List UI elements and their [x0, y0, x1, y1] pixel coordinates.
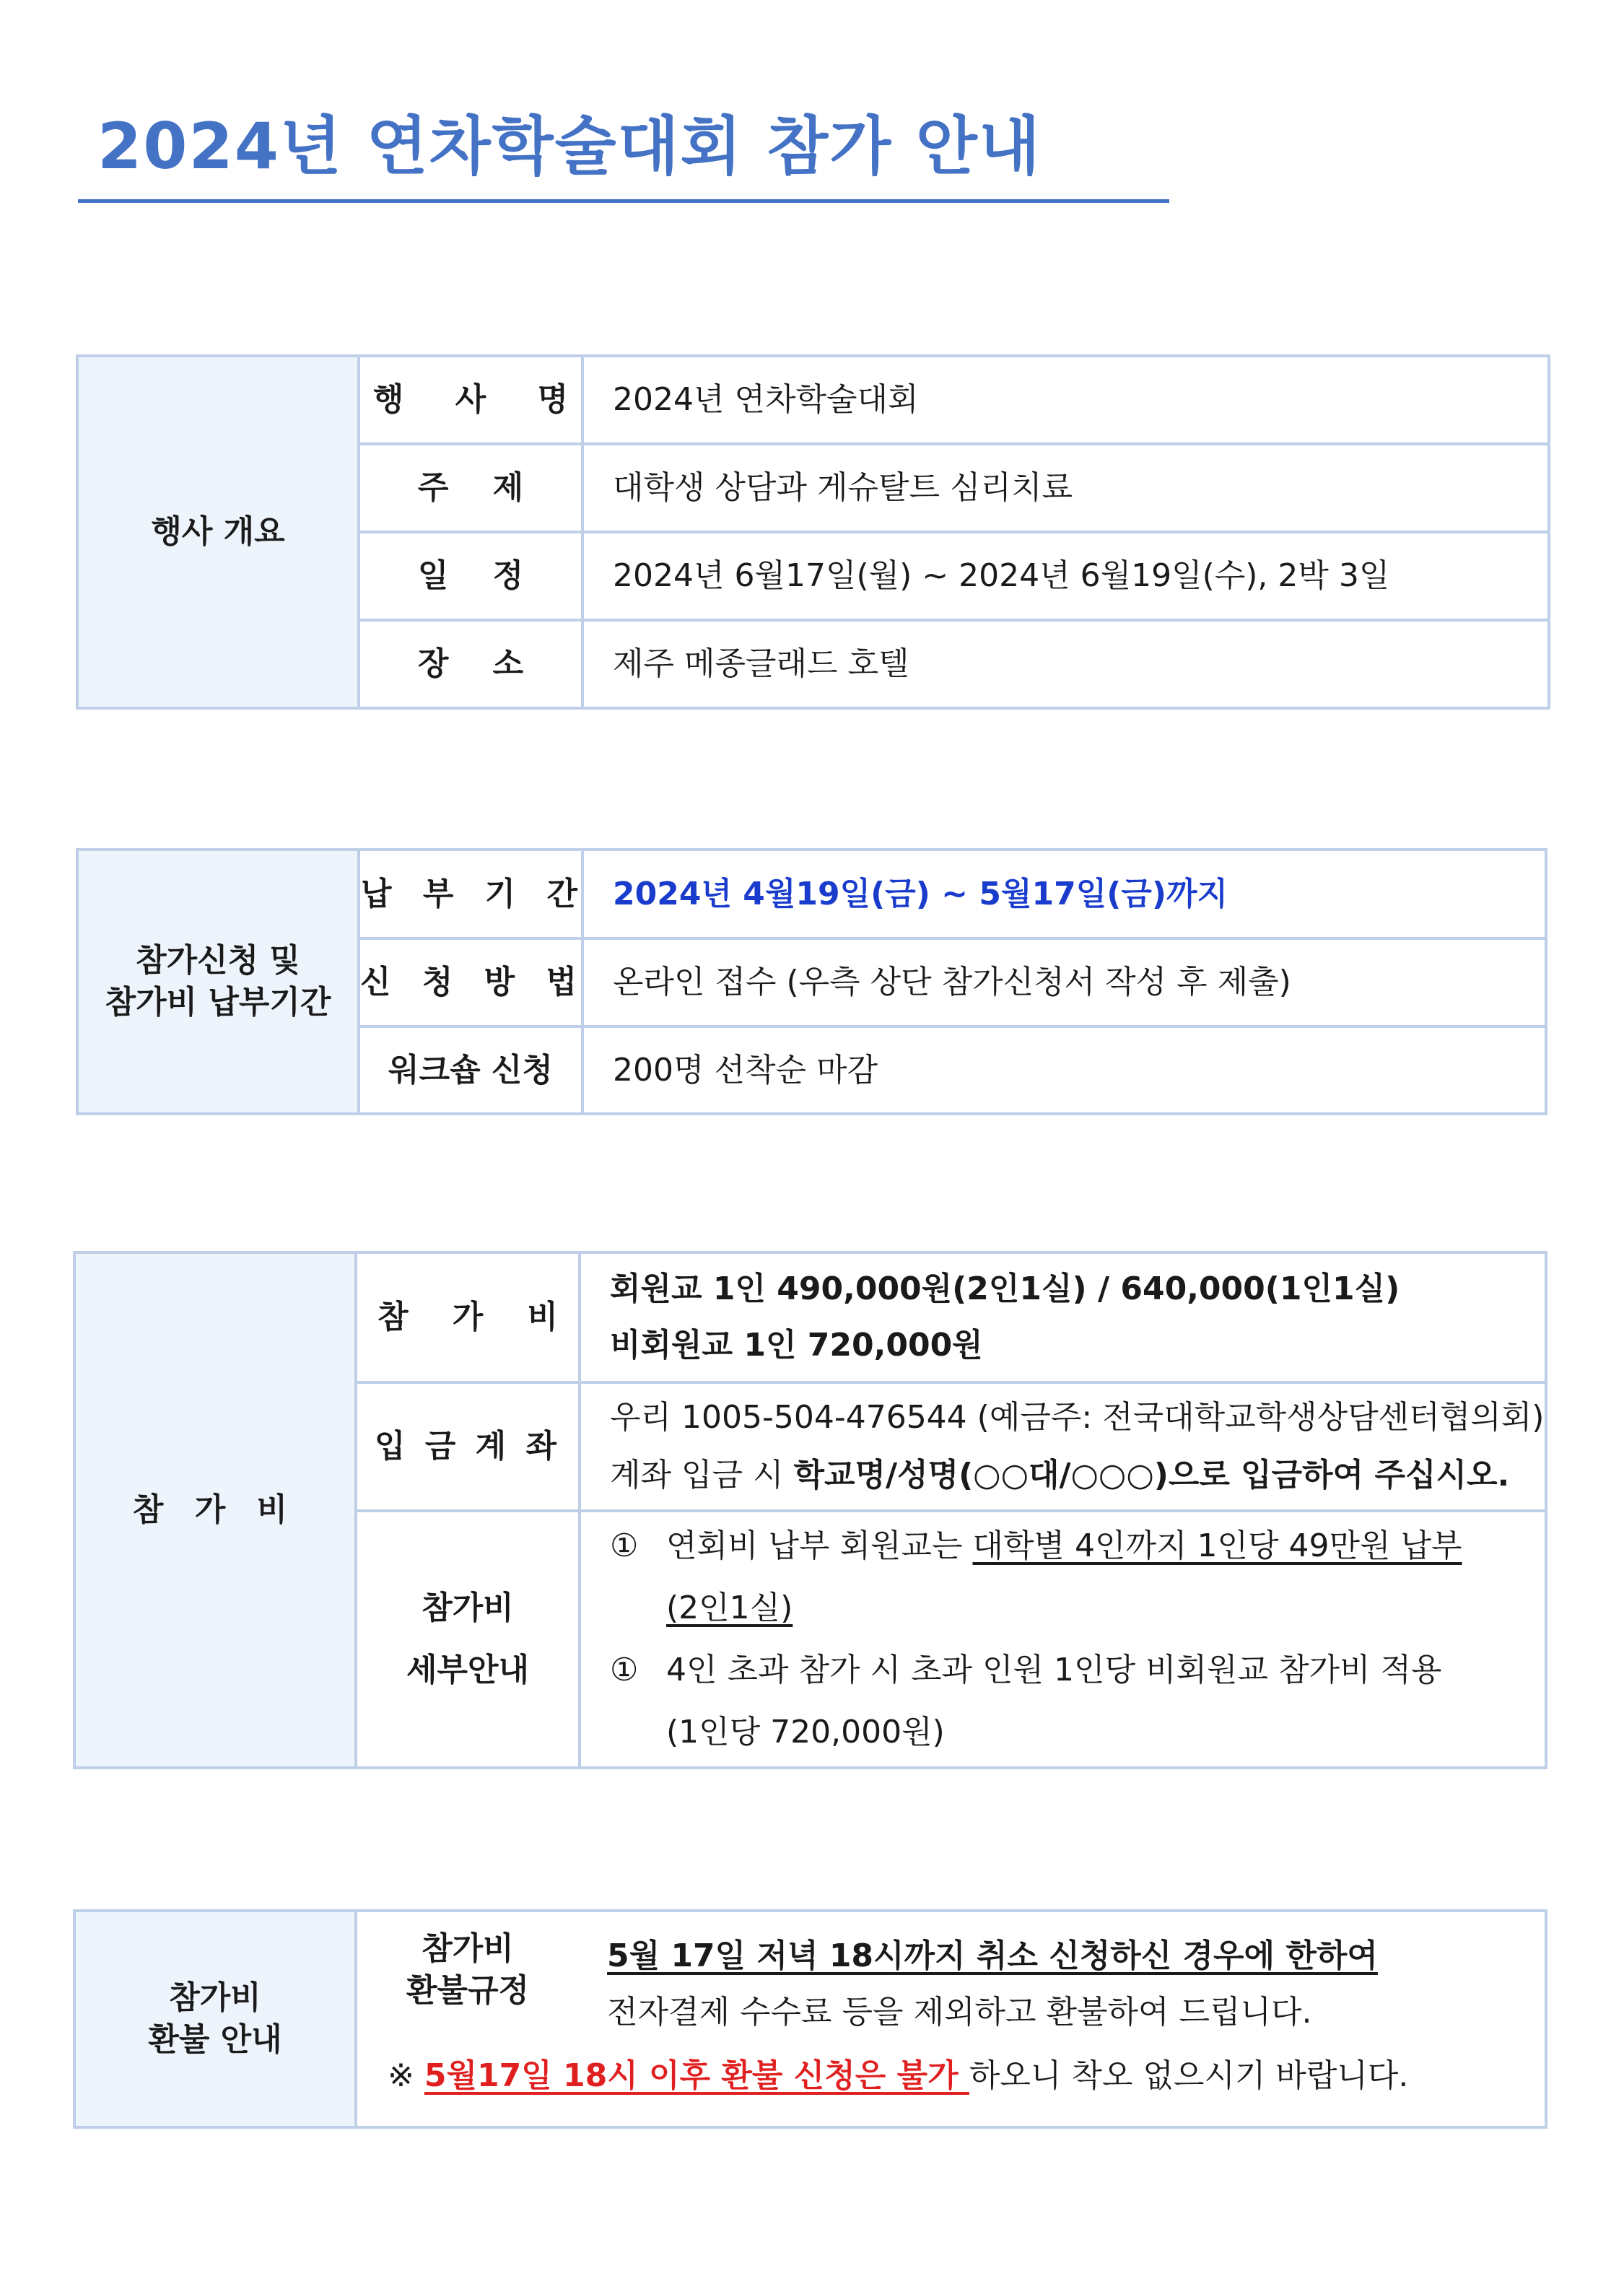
fee-detail-value	[580, 1511, 1546, 1768]
event-name-value: 2024년 연차학술대회	[582, 356, 1549, 444]
deposit-instruction: 계좌 입금 시 학교명/성명(○○대/○○○)으로 입금하여 주십시오.	[610, 1457, 1510, 1494]
event-overview-table	[76, 354, 1550, 710]
workshop-label: 워크숍 신청	[359, 1026, 582, 1114]
member-fee: 회원교 1인 490,000원(2인1실) / 640,000(1인1실)	[610, 1270, 1400, 1307]
title-divider	[78, 199, 1169, 203]
application-method-label: 신 청 방 법	[359, 938, 582, 1026]
venue-value: 제주 메종글래드 호텔	[582, 620, 1549, 708]
venue-label: 장 소	[359, 620, 582, 708]
fee-note-2: ① 4인 초과 참가 시 초과 인원 1인당 비회원교 참가비 적용 (1인당 720,000원)	[610, 1652, 1442, 1750]
refund-rule-value: 5월 17일 저녁 18시까지 취소 신청하신 경우에 한하여 전자결제 수수료 등을 제외하고 환불하여 드립니다.	[607, 1937, 1378, 2031]
refund-category: 참가비 환불 안내	[74, 1911, 356, 2127]
fee-detail-label: 참가비 세부안내	[356, 1511, 580, 1768]
theme-value: 대학생 상담과 게슈탈트 심리치료	[582, 444, 1549, 532]
overview-category: 행사 개요	[77, 356, 359, 708]
account-number: 우리 1005-504-476544 (예금주: 전국대학교학생상담센터협의회)	[610, 1399, 1545, 1436]
registration-table	[76, 848, 1547, 1115]
theme-label: 주 제	[359, 444, 582, 532]
schedule-label: 일 정	[359, 532, 582, 620]
account-label: 입 금 계 좌	[356, 1382, 580, 1511]
fee-note-1: ① 연회비 납부 회원교는 대학별 4인까지 1인당 49만원 납부 (2인1실)	[610, 1527, 1462, 1626]
registration-category: 참가신청 및 참가비 납부기간	[77, 850, 359, 1114]
refund-content	[356, 1911, 1546, 2127]
page-title: 2024년 연차학술대회 참가 안내	[97, 109, 1042, 183]
payment-period-value: 2024년 4월19일(금) ~ 5월17일(금)까지	[582, 850, 1546, 938]
refund-warning: ※ 5월17일 18시 이후 환불 신청은 불가 하오니 착오 없으시기 바랍니다.	[388, 2057, 1409, 2094]
refund-table	[73, 1909, 1547, 2129]
account-value	[580, 1382, 1546, 1511]
fee-category: 참 가 비	[74, 1252, 356, 1768]
refund-rule-label: 참가비 환불규정	[406, 1930, 529, 2009]
workshop-value: 200명 선착순 마감	[582, 1026, 1546, 1114]
fee-value	[580, 1252, 1546, 1382]
schedule-value: 2024년 6월17일(월) ~ 2024년 6월19일(수), 2박 3일	[582, 532, 1549, 620]
nonmember-fee: 비회원교 1인 720,000원	[610, 1327, 983, 1364]
fee-label: 참 가 비	[356, 1252, 580, 1382]
fee-table	[73, 1251, 1547, 1769]
event-name-label: 행 사 명	[359, 356, 582, 444]
application-method-value: 온라인 접수 (우측 상단 참가신청서 작성 후 제출)	[582, 938, 1546, 1026]
payment-period-label: 납 부 기 간	[359, 850, 582, 938]
